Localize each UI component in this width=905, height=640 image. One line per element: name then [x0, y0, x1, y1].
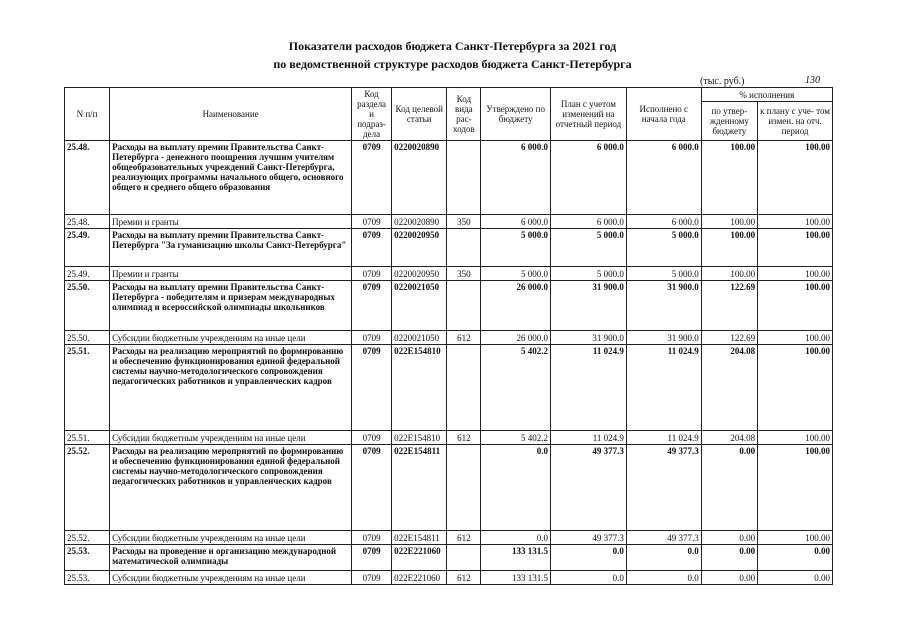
row-section-code: 0709 [352, 267, 392, 281]
row-target-code: 0220020890 [392, 141, 447, 215]
header-plan: План с учетом изменений на отчетный период [550, 88, 626, 141]
row-approved: 133 131.5 [481, 571, 551, 585]
row-plan: 0.0 [550, 571, 626, 585]
row-section-code: 0709 [352, 345, 392, 431]
row-plan: 6 000.0 [550, 141, 626, 215]
table-row [65, 331, 833, 345]
row-pct-plan: 100.00 [758, 215, 833, 229]
row-section-code: 0709 [352, 431, 392, 445]
row-num: 25.48. [65, 141, 110, 215]
table-row [65, 141, 833, 215]
row-pct-plan: 100.00 [758, 229, 833, 267]
row-plan: 49 377.3 [550, 445, 626, 531]
row-type-code: 612 [447, 431, 481, 445]
table-row [65, 531, 833, 545]
row-num: 25.50. [65, 331, 110, 345]
row-name: Субсидии бюджетным учреждениям на иные цели [110, 571, 352, 585]
table-body [65, 141, 833, 585]
row-type-code [447, 445, 481, 531]
row-executed: 31 900.0 [626, 281, 701, 331]
row-name: Премии и гранты [110, 215, 352, 229]
row-num: 25.52. [65, 531, 110, 545]
row-executed: 0.0 [626, 545, 701, 571]
row-section-code: 0709 [352, 215, 392, 229]
units-label: (тыс. руб.) [700, 76, 745, 87]
row-type-code: 612 [447, 531, 481, 545]
row-num: 25.51. [65, 431, 110, 445]
row-pct-approved: 0.00 [701, 545, 757, 571]
row-plan: 31 900.0 [550, 331, 626, 345]
row-executed: 11 024.9 [626, 431, 701, 445]
row-pct-plan: 0.00 [758, 571, 833, 585]
row-pct-plan: 100.00 [758, 431, 833, 445]
row-pct-approved: 122.69 [701, 281, 757, 331]
row-section-code: 0709 [352, 571, 392, 585]
row-approved: 5 402.2 [481, 345, 551, 431]
row-pct-plan: 100.00 [758, 445, 833, 531]
row-name: Расходы на реализацию мероприятий по формированию и обеспечению функционирования единой федеральной системы научно-методологического сопровождения педагогических работников и управленческих кадров [110, 445, 352, 531]
row-name: Расходы на выплату премии Правительства Санкт-Петербурга - денежного поощрения лучшим учителям общеобразовательных учреждений Санкт-Петербурга, реализующих программы начального общего, основного общего и среднего общего образования [110, 141, 352, 215]
row-executed: 31 900.0 [626, 331, 701, 345]
header-pct-approved: по утвер- жденному бюджету [701, 102, 757, 141]
row-pct-approved: 100.00 [701, 229, 757, 267]
row-num: 25.49. [65, 229, 110, 267]
row-target-code: 0220021050 [392, 331, 447, 345]
row-section-code: 0709 [352, 445, 392, 531]
row-target-code: 022E154810 [392, 345, 447, 431]
row-num: 25.52. [65, 445, 110, 531]
row-plan: 5 000.0 [550, 267, 626, 281]
row-pct-approved: 122.69 [701, 331, 757, 345]
row-pct-approved: 0.00 [701, 571, 757, 585]
row-name: Расходы на выплату премии Правительства Санкт-Петербурга "За гуманизацию школы Санкт-Петербурга" [110, 229, 352, 267]
table-row [65, 571, 833, 585]
row-pct-approved: 100.00 [701, 215, 757, 229]
table-row [65, 267, 833, 281]
row-approved: 6 000.0 [481, 215, 551, 229]
row-plan: 11 024.9 [550, 345, 626, 431]
table-row [65, 431, 833, 445]
row-name: Субсидии бюджетным учреждениям на иные цели [110, 431, 352, 445]
budget-table [64, 87, 833, 585]
row-pct-plan: 100.00 [758, 345, 833, 431]
table-row [65, 229, 833, 267]
row-type-code: 350 [447, 215, 481, 229]
header-approved: Утверждено по бюджету [481, 88, 551, 141]
header-type: Код вида рас- ходов [447, 88, 481, 141]
row-executed: 5 000.0 [626, 267, 701, 281]
row-plan: 49 377.3 [550, 531, 626, 545]
row-num: 25.48. [65, 215, 110, 229]
row-target-code: 022E154811 [392, 531, 447, 545]
row-type-code [447, 545, 481, 571]
table-row [65, 281, 833, 331]
header-num: N п/п [65, 88, 110, 141]
row-target-code: 022E154811 [392, 445, 447, 531]
row-executed: 0.0 [626, 571, 701, 585]
table-row [65, 545, 833, 571]
row-target-code: 0220020890 [392, 215, 447, 229]
row-name: Субсидии бюджетным учреждениям на иные цели [110, 531, 352, 545]
row-approved: 0.0 [481, 445, 551, 531]
row-approved: 0.0 [481, 531, 551, 545]
row-target-code: 0220020950 [392, 229, 447, 267]
row-section-code: 0709 [352, 141, 392, 215]
row-approved: 5 000.0 [481, 229, 551, 267]
page-number: 130 [805, 75, 820, 86]
table-row [65, 345, 833, 431]
row-pct-approved: 100.00 [701, 267, 757, 281]
row-name: Расходы на выплату премии Правительства Санкт-Петербурга - победителям и призерам международных олимпиад и всероссийской олимпиады школьников [110, 281, 352, 331]
row-executed: 6 000.0 [626, 141, 701, 215]
row-section-code: 0709 [352, 281, 392, 331]
row-type-code [447, 229, 481, 267]
row-plan: 11 024.9 [550, 431, 626, 445]
row-approved: 6 000.0 [481, 141, 551, 215]
row-name: Субсидии бюджетным учреждениям на иные цели [110, 331, 352, 345]
row-target-code: 022E154810 [392, 431, 447, 445]
row-target-code: 0220020950 [392, 267, 447, 281]
row-executed: 6 000.0 [626, 215, 701, 229]
header-target: Код целевой статьи [392, 88, 447, 141]
row-approved: 5 000.0 [481, 267, 551, 281]
row-plan: 0.0 [550, 545, 626, 571]
row-target-code: 022E221060 [392, 571, 447, 585]
row-approved: 5 402.2 [481, 431, 551, 445]
row-type-code [447, 345, 481, 431]
row-executed: 49 377.3 [626, 531, 701, 545]
row-pct-approved: 204.08 [701, 431, 757, 445]
row-executed: 5 000.0 [626, 229, 701, 267]
row-name: Расходы на реализацию мероприятий по формированию и обеспечению функционирования единой федеральной системы научно-методологического сопровождения педагогических работников и управленческих кадров [110, 345, 352, 431]
row-target-code: 022E221060 [392, 545, 447, 571]
header-pct-plan: к плану с уче- том измен. на отч. период [758, 102, 833, 141]
header-executed: Исполнено с начала года [626, 88, 701, 141]
row-pct-plan: 100.00 [758, 267, 833, 281]
row-plan: 6 000.0 [550, 215, 626, 229]
row-name: Премии и гранты [110, 267, 352, 281]
row-num: 25.53. [65, 545, 110, 571]
row-plan: 31 900.0 [550, 281, 626, 331]
row-executed: 11 024.9 [626, 345, 701, 431]
row-pct-approved: 0.00 [701, 531, 757, 545]
row-name: Расходы на проведение и организацию международной математической олимпиады [110, 545, 352, 571]
row-pct-plan: 100.00 [758, 141, 833, 215]
report-title-line1: Показатели расходов бюджета Санкт-Петербурга за 2021 год [288, 39, 617, 53]
row-type-code [447, 141, 481, 215]
row-executed: 49 377.3 [626, 445, 701, 531]
report-title-line2: по ведомственной структуре расходов бюджета Санкт-Петербурга [273, 57, 632, 71]
row-type-code: 612 [447, 571, 481, 585]
row-target-code: 0220021050 [392, 281, 447, 331]
table-row [65, 445, 833, 531]
row-num: 25.53. [65, 571, 110, 585]
row-plan: 5 000.0 [550, 229, 626, 267]
row-type-code: 612 [447, 331, 481, 345]
row-type-code: 350 [447, 267, 481, 281]
row-pct-plan: 100.00 [758, 331, 833, 345]
header-section: Код раздела и подраз- дела [352, 88, 392, 141]
row-approved: 26 000.0 [481, 281, 551, 331]
row-type-code [447, 281, 481, 331]
row-pct-approved: 0.00 [701, 445, 757, 531]
row-pct-plan: 0.00 [758, 545, 833, 571]
row-pct-plan: 100.00 [758, 531, 833, 545]
row-section-code: 0709 [352, 531, 392, 545]
header-pct-group: % исполнения [701, 88, 832, 102]
row-section-code: 0709 [352, 229, 392, 267]
row-section-code: 0709 [352, 331, 392, 345]
row-num: 25.49. [65, 267, 110, 281]
row-approved: 133 131.5 [481, 545, 551, 571]
row-pct-plan: 100.00 [758, 281, 833, 331]
row-section-code: 0709 [352, 545, 392, 571]
header-name: Наименование [110, 88, 352, 141]
row-pct-approved: 204.08 [701, 345, 757, 431]
row-num: 25.50. [65, 281, 110, 331]
table-row [65, 215, 833, 229]
row-pct-approved: 100.00 [701, 141, 757, 215]
row-num: 25.51. [65, 345, 110, 431]
row-approved: 26 000.0 [481, 331, 551, 345]
